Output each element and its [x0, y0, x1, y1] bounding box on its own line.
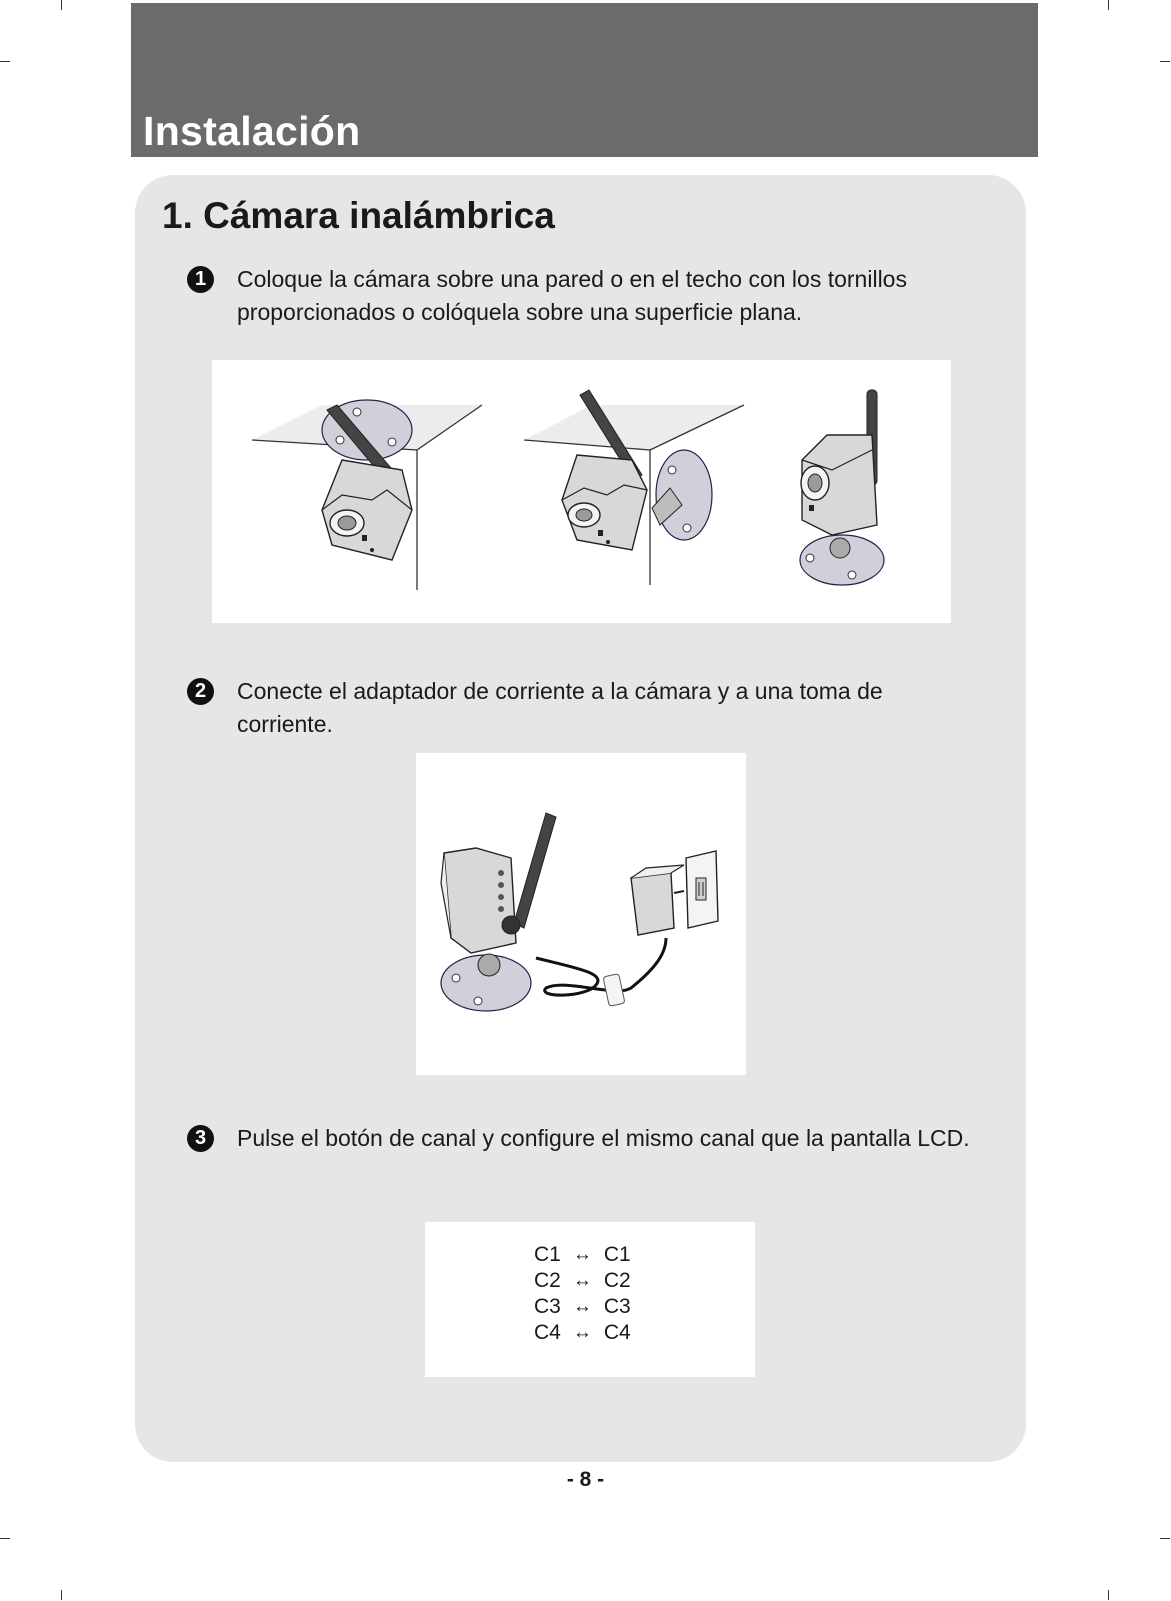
- content-panel: [135, 175, 1026, 1462]
- crop-mark: [61, 0, 62, 10]
- section-title: 1. Cámara inalámbrica: [162, 195, 555, 236]
- step-number-badge: 2: [187, 678, 214, 705]
- crop-mark: [0, 1538, 10, 1539]
- channel-row: [534, 1294, 631, 1320]
- camera-channel: C2: [534, 1269, 561, 1292]
- bidirectional-arrow-icon: ↔: [572, 1244, 592, 1265]
- page-title: Instalación: [143, 108, 361, 154]
- crop-mark: [61, 1590, 62, 1600]
- lcd-channel: C1: [603, 1243, 631, 1266]
- step-text: Pulse el botón de canal y configure el mismo canal que la pantalla LCD.: [237, 1125, 970, 1151]
- mounting-illustration: [212, 360, 951, 623]
- power-adapter-icon: [416, 753, 746, 1075]
- crop-mark: [0, 61, 10, 62]
- header-bar: [131, 3, 1038, 157]
- step-number-badge: 3: [187, 1125, 214, 1152]
- camera-channel: C1: [534, 1243, 561, 1266]
- step-number-badge: 1: [187, 266, 214, 293]
- channel-row: [534, 1268, 631, 1294]
- lcd-channel: C3: [603, 1295, 631, 1318]
- crop-mark: [1108, 0, 1109, 10]
- crop-mark: [1160, 1538, 1170, 1539]
- step-text: Conecte el adaptador de corriente a la cámara y a una toma de corriente.: [237, 678, 883, 737]
- lcd-channel: C2: [603, 1269, 631, 1292]
- bidirectional-arrow-icon: ↔: [572, 1270, 592, 1291]
- power-adapter-illustration: [416, 753, 746, 1075]
- camera-mounting-icon: [212, 360, 951, 623]
- crop-mark: [1160, 61, 1170, 62]
- channel-mapping-box: [425, 1222, 755, 1377]
- step-text: Coloque la cámara sobre una pared o en el techo con los tornillos proporcionados o colóquela sobre una superficie plana.: [237, 266, 907, 325]
- camera-channel: C4: [534, 1321, 561, 1344]
- crop-mark: [1108, 1590, 1109, 1600]
- page-number: - 8 -: [566, 1468, 605, 1491]
- channel-row: [534, 1320, 631, 1346]
- channel-table: [534, 1242, 631, 1346]
- lcd-channel: C4: [603, 1321, 631, 1344]
- bidirectional-arrow-icon: ↔: [572, 1322, 592, 1343]
- bidirectional-arrow-icon: ↔: [572, 1296, 592, 1317]
- camera-channel: C3: [534, 1295, 561, 1318]
- channel-row: [534, 1242, 631, 1268]
